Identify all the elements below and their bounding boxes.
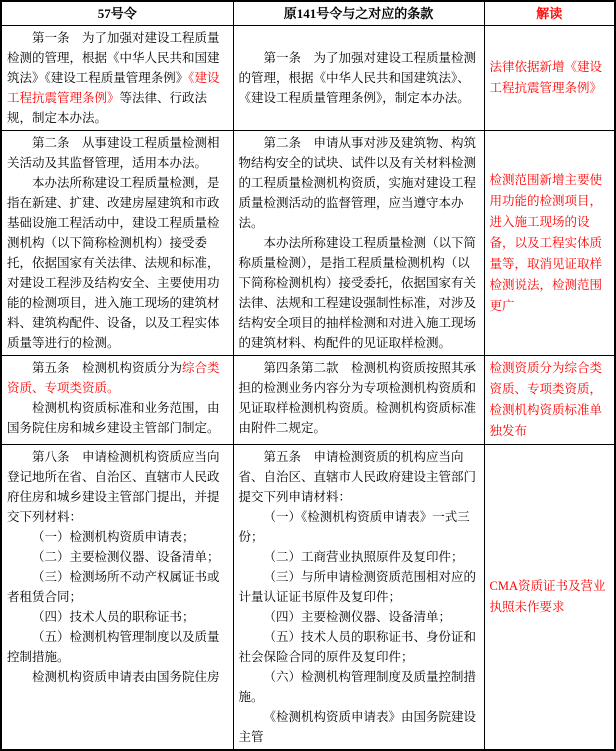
cell-interpretation-4 (484, 445, 615, 751)
paragraph: 第五条 申请检测资质的机构应当向省、自治区、直辖市人民政府建设主管部门提交下列申请材料： (238, 450, 477, 504)
table-row-article-5 (1, 356, 615, 445)
interpretation-note: 法律依据新增《建设工程抗震管理条例》 (489, 60, 603, 95)
list-item: （三）检测场所不动产权属证书或者租赁合同； (7, 570, 220, 604)
header-interpretation: 解读 (484, 1, 615, 26)
text-run: 等法律、行政法规，制定本办法。 (7, 91, 208, 125)
paragraph: 检测机构资质标准和业务范围，由国务院住房和城乡建设主管部门制定。 (7, 401, 220, 435)
cell-57-article-2 (1, 131, 233, 356)
table-header-row (1, 1, 615, 26)
table-row-article-2 (1, 131, 615, 356)
list-item: （一）《检测机构资质申请表》一式三份； (238, 510, 470, 544)
cell-57-article-5 (1, 356, 233, 445)
cell-141-article-5 (233, 445, 484, 751)
paragraph: 第四条第二款 检测机构资质按照其承担的检测业务内容分为专项检测机构资质和见证取样检测机构资质。检测机构资质标准由附件二规定。 (238, 361, 477, 435)
table-row-article-8 (1, 445, 615, 751)
cell-interpretation-1 (484, 26, 615, 131)
list-item: （五）技术人员的职称证书、身份证和社会保险合同的原件及复印件； (238, 630, 477, 664)
cell-interpretation-3 (484, 356, 615, 445)
paragraph: 第一条 为了加强对建设工程质量检测的管理，根据《中华人民共和国建筑法》、《建设工程质量管理条例》，制定本办法。 (238, 51, 477, 105)
text-run: 第五条 检测机构资质分为 (32, 361, 183, 375)
list-item: （六）检测机构管理制度及质量控制措施。 (238, 670, 477, 704)
paragraph: 检测机构资质申请表由国务院住房 (32, 670, 220, 684)
cell-141-article-4-2 (233, 356, 484, 445)
paragraph: 《检测机构资质申请表》由国务院建设主管 (238, 710, 477, 744)
table-row-article-1 (1, 26, 615, 131)
cell-interpretation-2 (484, 131, 615, 356)
paragraph: 第二条 申请从事对涉及建筑物、构筑物结构安全的试块、试件以及有关材料检测的工程质量检测机构资质，实施对建设工程质量检测活动的监督管理，应当遵守本办法。 (238, 136, 477, 230)
list-item: （二）工商营业执照原件及复印件； (263, 550, 464, 564)
list-item: （三）与所申请检测资质范围相对应的计量认证证书原件及复印件； (238, 570, 477, 604)
header-order-57: 57号令 (1, 1, 233, 26)
text-run-highlight: 综合类资质、专项类资质。 (7, 361, 220, 395)
paragraph: 第八条 申请检测机构资质应当向登记地所在省、自治区、直辖市人民政府住房和城乡建设主管部门提出，并提交下列材料： (7, 450, 220, 524)
list-item: （四）主要检测仪器、设备清单； (263, 610, 452, 624)
cell-57-article-1 (1, 26, 233, 131)
cell-57-article-8 (1, 445, 233, 751)
paragraph (7, 28, 228, 128)
text-run: 第一条 为了加强对建设工程质量检测的管理，根据《中华人民共和国建筑法》《建设工程质量管理条例》 (7, 31, 220, 85)
interpretation-note: CMA资质证书及营业执照未作要求 (489, 579, 606, 614)
header-order-141: 原141号令与之对应的条款 (233, 1, 484, 26)
list-item: （五）检测机构管理制度以及质量控制措施。 (7, 630, 220, 664)
list-item: （二）主要检测仪器、设备清单； (32, 550, 220, 564)
cell-141-article-2 (233, 131, 484, 356)
list-item: （四）技术人员的职称证书； (32, 610, 195, 624)
interpretation-note: 检测资质分为综合类资质、专项类资质，检测机构资质标准单独发布 (489, 361, 603, 438)
text-run-highlight: 《建设工程抗震管理条例》 (7, 71, 220, 105)
paragraph: 第二条 从事建设工程质量检测相关活动及其监督管理，适用本办法。 (7, 136, 220, 170)
paragraph (7, 358, 228, 398)
list-item: （一）检测机构资质申请表； (32, 530, 195, 544)
paragraph: 本办法所称建设工程质量检测（以下简称质量检测），是指工程质量检测机构（以下简称检测机构）接受委托，依据国家有关法律、法规和工程建设强制性标准，对涉及结构安全项目的抽样检测和对进入施工现场的建筑材料、构配件的见证取样检测。 (238, 236, 477, 350)
interpretation-note: 检测范围新增主要使用功能的检测项目，进入施工现场的设备，以及工程实体质量等，取消见证取样检测说法，检测范围更广 (489, 172, 603, 313)
paragraph: 本办法所称建设工程质量检测，是指在新建、扩建、改建房屋建筑和市政基础设施工程活动中，建设工程质量检测机构（以下简称检测机构）接受委托，依据国家有关法律、法规和标准，对建设工程涉及结构安全、主要使用功能的检测项目，进入施工现场的建筑材料、建筑构配件、设备，以及工程实体质量等进行的检测。 (7, 176, 220, 350)
cell-141-article-1 (233, 26, 484, 131)
